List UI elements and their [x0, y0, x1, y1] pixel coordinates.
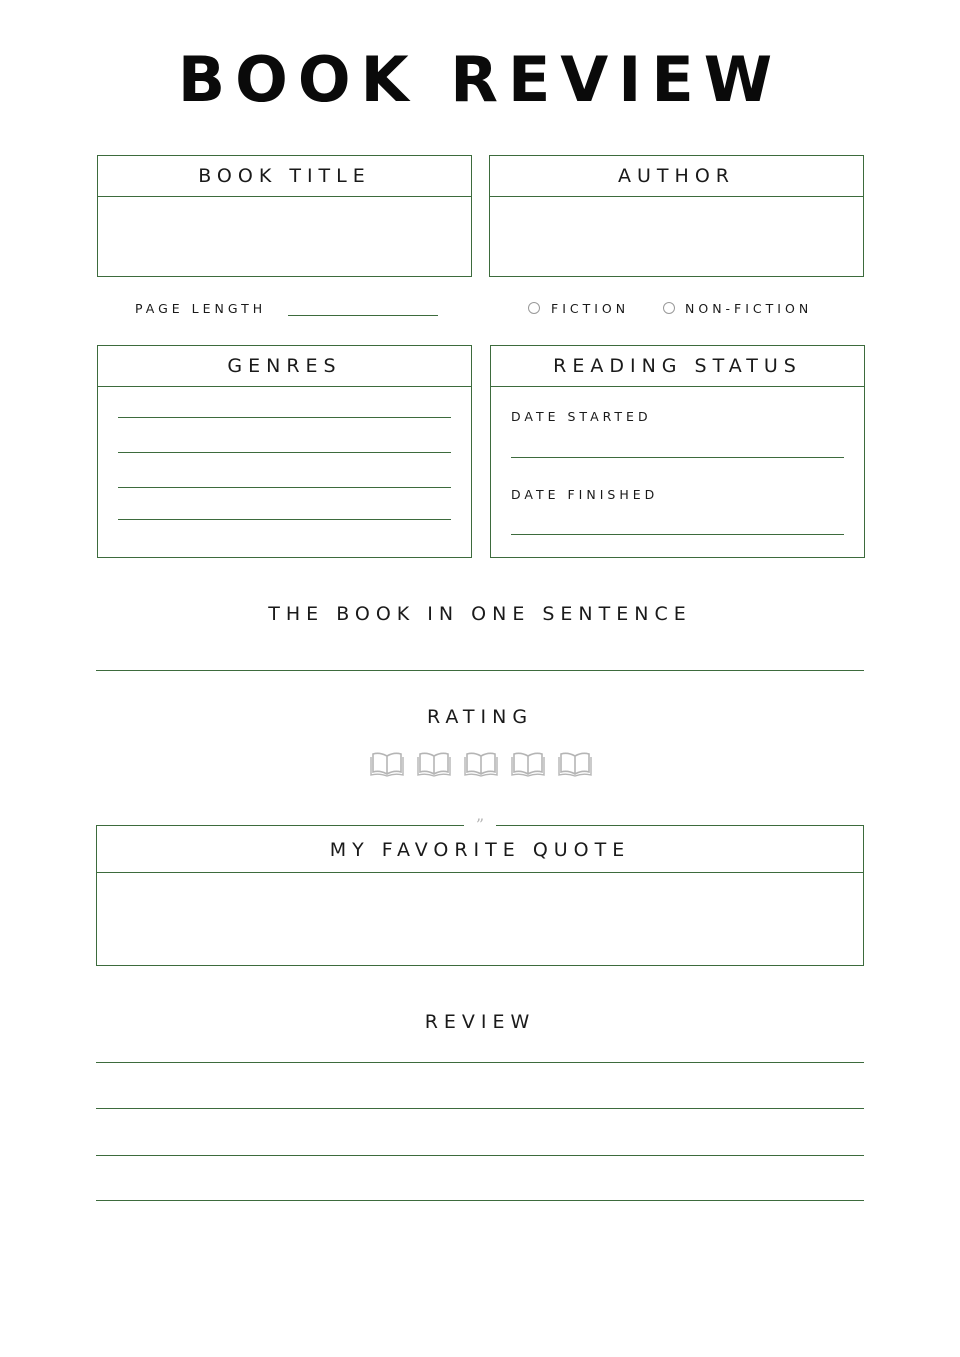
reading-status-label: READING STATUS [491, 346, 864, 387]
rating-row [370, 748, 592, 778]
genre-line[interactable] [118, 452, 451, 453]
book-title-field[interactable] [98, 197, 471, 276]
review-line[interactable] [96, 1155, 864, 1156]
open-book-icon[interactable] [417, 748, 451, 778]
review-line[interactable] [96, 1200, 864, 1201]
page-title: BOOK REVIEW [177, 43, 783, 116]
non-fiction-label: NON-FICTION [685, 301, 813, 316]
review-line[interactable] [96, 1108, 864, 1109]
page-length-label: PAGE LENGTH [135, 301, 267, 316]
author-field[interactable] [490, 197, 863, 276]
quote-mark-icon: ” [464, 816, 496, 832]
date-started-field[interactable] [511, 457, 844, 458]
book-title-label: BOOK TITLE [98, 156, 471, 197]
favorite-quote-box [96, 825, 864, 966]
open-book-icon[interactable] [370, 748, 404, 778]
open-book-icon[interactable] [511, 748, 545, 778]
fiction-radio[interactable] [528, 302, 540, 314]
reading-status-box [490, 345, 865, 558]
author-box [489, 155, 864, 277]
review-label: REVIEW [424, 1011, 536, 1033]
fiction-label: FICTION [551, 301, 630, 316]
genre-line[interactable] [118, 519, 451, 520]
page-length-field[interactable] [288, 315, 438, 316]
rating-label: RATING [426, 706, 534, 728]
genres-box [97, 345, 472, 558]
favorite-quote-label: MY FAVORITE QUOTE [97, 826, 863, 873]
genre-line[interactable] [118, 487, 451, 488]
one-sentence-label: THE BOOK IN ONE SENTENCE [268, 603, 692, 625]
date-finished-label: DATE FINISHED [511, 487, 659, 502]
favorite-quote-field[interactable] [97, 873, 863, 965]
review-line[interactable] [96, 1062, 864, 1063]
author-label: AUTHOR [490, 156, 863, 197]
genres-label: GENRES [98, 346, 471, 387]
open-book-icon[interactable] [558, 748, 592, 778]
one-sentence-field[interactable] [96, 670, 864, 671]
non-fiction-radio[interactable] [663, 302, 675, 314]
date-finished-field[interactable] [511, 534, 844, 535]
book-title-box [97, 155, 472, 277]
open-book-icon[interactable] [464, 748, 498, 778]
date-started-label: DATE STARTED [511, 409, 652, 424]
genre-line[interactable] [118, 417, 451, 418]
